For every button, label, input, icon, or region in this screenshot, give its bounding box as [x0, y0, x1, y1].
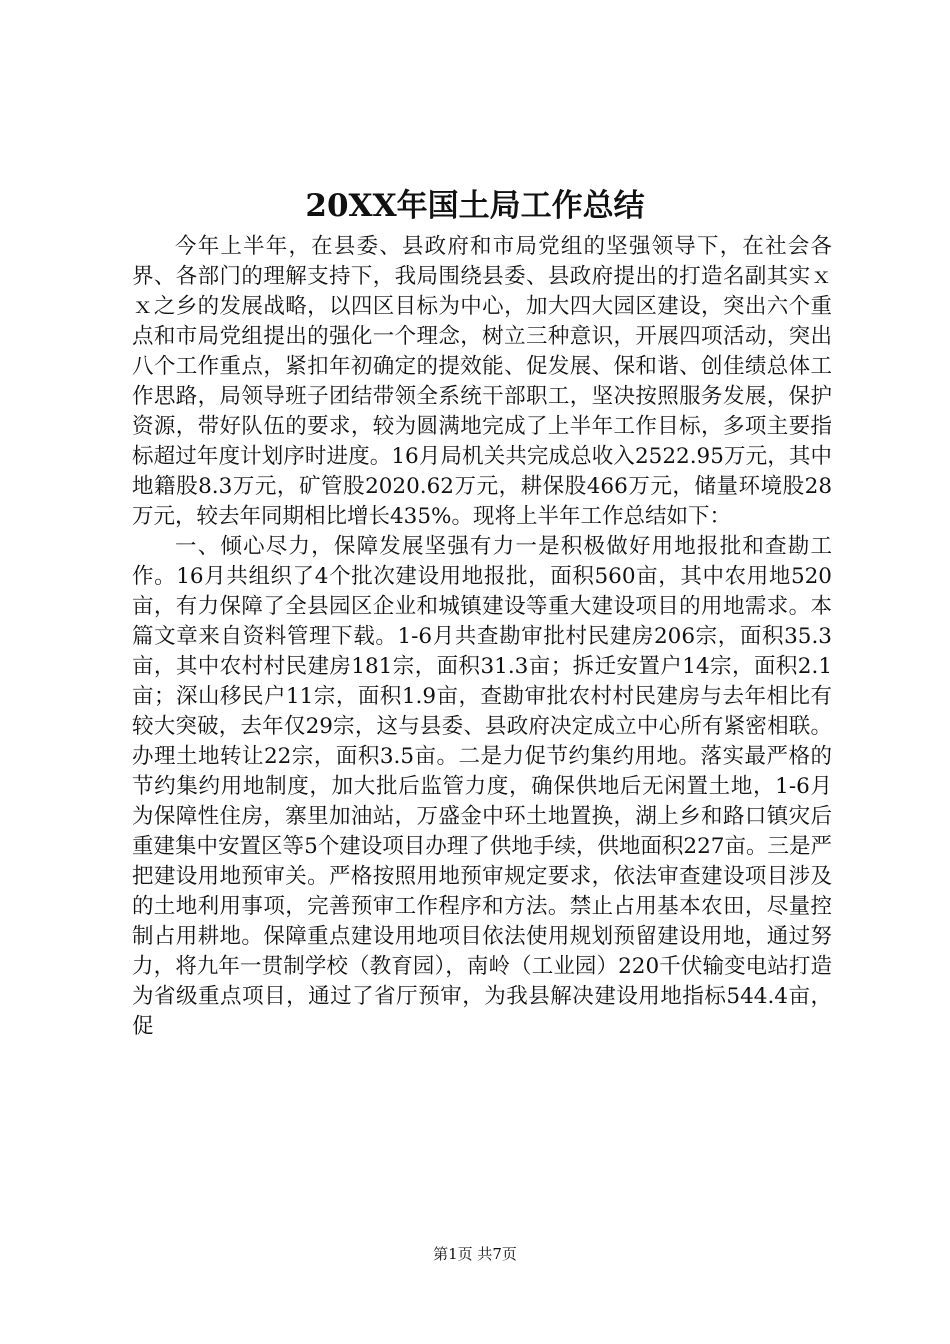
paragraph-2: 一、倾心尽力，保障发展坚强有力一是积极做好用地报批和查勘工作。16月共组织了4个批次建设用地报批，面积560亩，其中农用地520亩，有力保障了全县园区企业和城镇建设等重大建设项目的用地需求。本篇文章来自资料管理下载。1-6月共查勘审批村民建房206宗，面积35.3亩，其中农村村民建房181宗，面积31.3亩；拆迁安置户14宗，面积2.1亩；深山移民户11宗，面积1.9亩，查勘审批农村村民建房与去年相比有较大突破，去年仅29宗，这与县委、县政府决定成立中心所有紧密相联。办理土地转让22宗，面积3.5亩。二是力促节约集约用地。落实最严格的节约集约用地制度，加大批后监管力度，确保供地后无闲置土地，1-6月为保障性住房，寨里加油站，万盛金中环土地置换，湖上乡和路口镇灾后重建集中安置区等5个建设项目办理了供地手续，供地面积227亩。三是严把建设用地预审关。严格按照用地预审规定要求，依法审查建设项目涉及的土地利用事项，完善预审工作程序和方法。禁止占用基本农田，尽量控制占用耕地。保障重点建设用地项目依法使用规划预留建设用地，通过努力，将九年一贯制学校（教育园），南岭（工业园）220千伏输变电站打造为省级重点项目，通过了省厅预审，为我县解决建设用地指标544.4亩，促 — [132, 534, 832, 1039]
document-body — [132, 232, 832, 1042]
paragraph-1: 今年上半年，在县委、县政府和市局党组的坚强领导下，在社会各界、各部门的理解支持下，我局围绕县委、县政府提出的打造名副其实ｘｘ之乡的发展战略，以四区目标为中心，加大四大园区建设，突出六个重点和市局党组提出的强化一个理念，树立三种意识，开展四项活动，突出八个工作重点，紧扣年初确定的提效能、促发展、保和谐、创佳绩总体工作思路，局领导班子团结带领全系统干部职工，坚决按照服务发展，保护资源，带好队伍的要求，较为圆满地完成了上半年工作目标，多项主要指标超过年度计划序时进度。16月局机关共完成总收入2522.95万元，其中地籍股8.3万元，矿管股2020.62万元，耕保股466万元，储量环境股28万元，较去年同期相比增长435%。现将上半年工作总结如下： — [132, 234, 832, 529]
document-title: 20XX年国土局工作总结 — [305, 188, 645, 224]
page-footer: 第1页 共7页 — [433, 1245, 517, 1263]
